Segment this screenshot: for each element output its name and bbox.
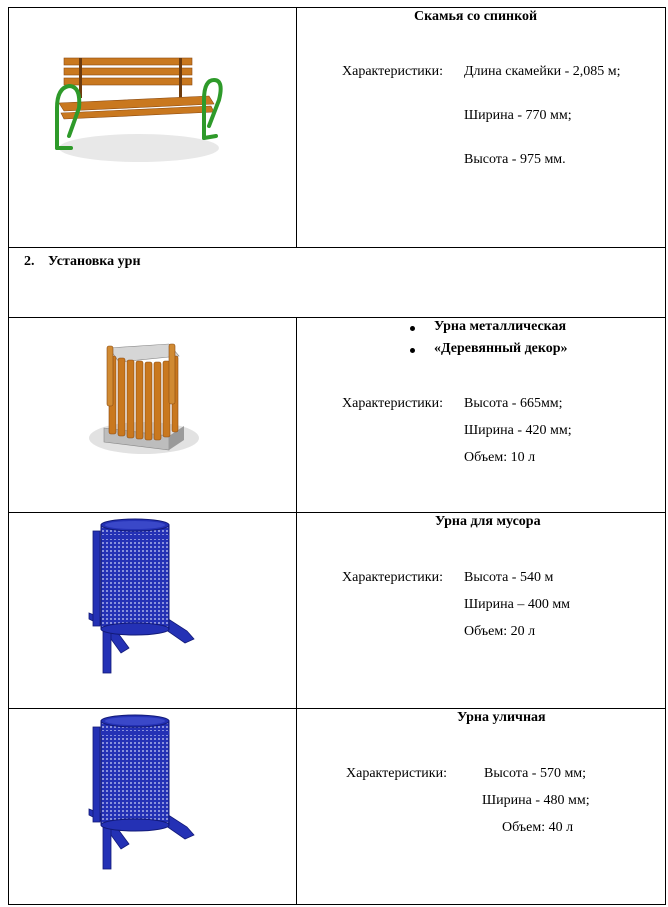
urn-street-title: Урна уличная [457, 710, 546, 725]
urn-street-height: Высота - 570 мм; [484, 766, 587, 781]
urn-wood-info-cell [297, 318, 666, 513]
urn-trash-info-cell [297, 513, 666, 709]
bench-length: Длина скамейки - 2,085 м; [464, 64, 621, 79]
table-row [9, 318, 666, 513]
section-cell [9, 248, 666, 318]
bench-height: Высота - 975 мм. [464, 152, 566, 167]
bench-char-label: Характеристики: [342, 64, 443, 79]
product-table [8, 7, 666, 905]
urn-wood-width: Ширина - 420 мм; [464, 423, 572, 438]
table-row [9, 513, 666, 709]
section-number: 2. [24, 254, 35, 269]
urn-wood-height: Высота - 665мм; [464, 396, 563, 411]
bench-image-cell [9, 8, 297, 248]
urn-wood-image [9, 318, 296, 513]
bullet-item: «Деревянный декор» [434, 341, 568, 357]
urn-trash-char-label: Характеристики: [342, 570, 443, 585]
urn-wood-char-label: Характеристики: [342, 396, 443, 411]
table-row [9, 709, 666, 905]
urn-trash-height: Высота - 540 м [464, 570, 554, 585]
bullet-item: Урна металлическая [434, 319, 566, 335]
urn-street-width: Ширина - 480 мм; [482, 793, 590, 808]
bench-title: Скамья со спинкой [414, 9, 538, 24]
bench-info-cell [297, 8, 666, 248]
urn-street-char-label: Характеристики: [346, 766, 447, 781]
urn-wood-volume: Объем: 10 л [464, 450, 536, 465]
urn-street-image-cell [9, 709, 297, 905]
urn-trash-volume: Объем: 20 л [464, 624, 536, 639]
urn-trash-width: Ширина – 400 мм [464, 597, 571, 612]
urn-street-info-cell [297, 709, 666, 905]
urn-wood-image-cell [9, 318, 297, 513]
urn-trash-image-cell [9, 513, 297, 709]
section-title: Установка урн [48, 254, 141, 269]
table-row [9, 8, 666, 248]
bench-image [9, 8, 296, 248]
urn-street-volume: Объем: 40 л [502, 820, 574, 835]
urn-trash-image [9, 513, 296, 709]
bench-width: Ширина - 770 мм; [464, 108, 572, 123]
urn-street-image [9, 709, 296, 905]
table-row [9, 248, 666, 318]
section-heading [24, 254, 141, 270]
urn-trash-title: Урна для мусора [435, 514, 541, 529]
